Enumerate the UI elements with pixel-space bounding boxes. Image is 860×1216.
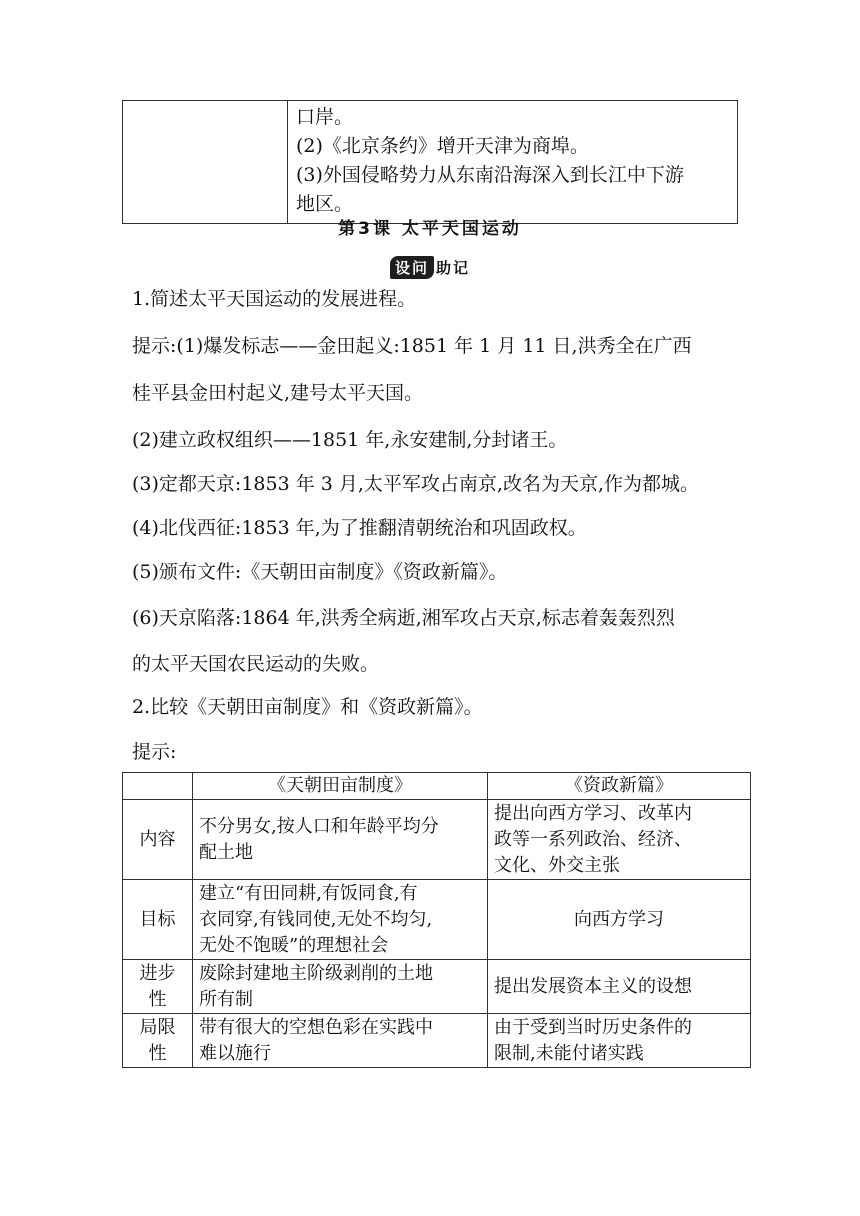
cell-line: 由于受到当时历史条件的	[494, 1016, 692, 1038]
cell-line: 建立“有田同耕,有饭同食,有	[199, 882, 418, 904]
cell-line: 限制,未能付诸实践	[494, 1042, 644, 1064]
row-label: 内容	[123, 800, 193, 880]
table-cell	[193, 1014, 488, 1068]
cell-line: 地区。	[296, 193, 354, 215]
cell-line: 提出向西方学习、改革内	[494, 802, 692, 824]
question-2: 2.比较《天朝田亩制度》和《资政新篇》。	[132, 696, 483, 718]
table-cell	[193, 880, 488, 960]
row-label-line: 性	[148, 1042, 167, 1064]
answer-line: (6)天京陷落:1864 年,洪秀全病逝,湘军攻占天京,标志着轰轰烈烈	[132, 607, 675, 629]
table-cell	[488, 880, 751, 960]
cell-line: 废除封建地主阶级剥削的土地	[199, 962, 433, 984]
table-cell	[488, 800, 751, 880]
table-cell	[193, 960, 488, 1014]
comparison-table	[122, 772, 751, 1068]
table-row	[123, 1014, 751, 1068]
cell-line: 衣同穿,有钱同使,无处不均匀,	[199, 908, 433, 930]
cell-line: 配土地	[199, 841, 253, 863]
question-1: 1.简述太平天国运动的发展进程。	[132, 288, 417, 310]
cell-line: 政等一系列政治、经济、	[494, 828, 692, 850]
section-badge	[0, 256, 860, 279]
table-row	[123, 960, 751, 1014]
cell-line: 提出发展资本主义的设想	[494, 975, 692, 997]
cell-line: 文化、外交主张	[494, 854, 620, 876]
cell-line: 无处不饱暖”的理想社会	[199, 934, 389, 956]
continued-cell	[288, 101, 738, 224]
table-row	[123, 800, 751, 880]
header-cell: 《资政新篇》	[488, 773, 751, 800]
table-cell	[488, 960, 751, 1014]
cell-line: (3)外国侵略势力从东南沿海深入到长江中下游	[296, 164, 684, 186]
answer-line: (5)颁布文件:《天朝田亩制度》《资政新篇》。	[132, 561, 508, 583]
badge-dark-label: 设问	[390, 256, 434, 279]
empty-cell	[123, 101, 288, 224]
cell-line: (2)《北京条约》增开天津为商埠。	[296, 135, 589, 157]
answer-line: 提示:(1)爆发标志——金田起义:1851 年 1 月 11 日,洪秀全在广西	[132, 335, 692, 357]
cell-line: 难以施行	[199, 1042, 271, 1064]
header-cell	[123, 773, 193, 800]
cell-line: 向西方学习	[574, 908, 664, 930]
row-label	[123, 960, 193, 1014]
badge-light-label: 助记	[436, 259, 471, 277]
cell-line: 口岸。	[296, 106, 354, 128]
hint-label: 提示:	[132, 741, 177, 763]
answer-line: (4)北伐西征:1853 年,为了推翻清朝统治和巩固政权。	[132, 517, 587, 539]
cell-line: 所有制	[199, 988, 253, 1010]
answer-line: (2)建立政权组织——1851 年,永安建制,分封诸王。	[132, 429, 568, 451]
table-cell	[488, 1014, 751, 1068]
row-label	[123, 1014, 193, 1068]
row-label-line: 性	[148, 988, 167, 1010]
answer-line: 的太平天国农民运动的失败。	[132, 653, 380, 675]
answer-line: (3)定都天京:1853 年 3 月,太平军攻占南京,改名为天京,作为都城。	[132, 473, 699, 495]
row-label-line: 局限	[139, 1016, 176, 1038]
table-cell	[193, 800, 488, 880]
row-label: 目标	[123, 880, 193, 960]
table-row	[123, 880, 751, 960]
table-header-row	[123, 773, 751, 800]
continued-table	[122, 100, 738, 224]
cell-line: 带有很大的空想色彩在实践中	[199, 1016, 433, 1038]
lesson-title: 第3课 太平天国运动	[338, 219, 522, 239]
row-label-line: 进步	[139, 962, 176, 984]
answer-line: 桂平县金田村起义,建号太平天国。	[132, 382, 424, 404]
header-cell: 《天朝田亩制度》	[193, 773, 488, 800]
cell-line: 不分男女,按人口和年龄平均分	[199, 815, 439, 837]
